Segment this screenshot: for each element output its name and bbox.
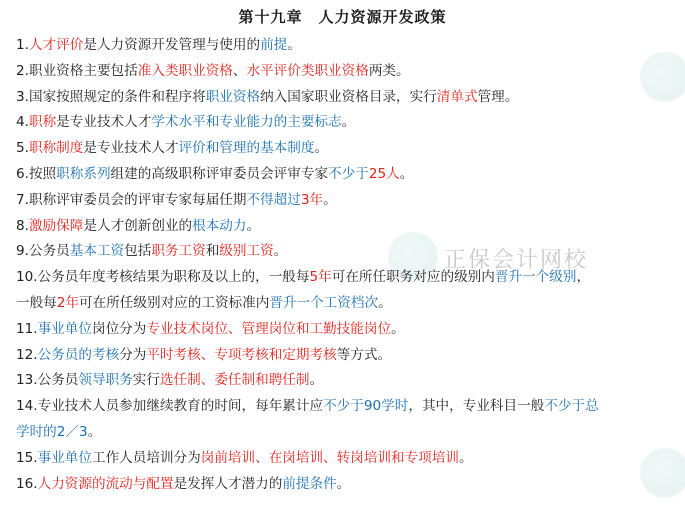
text-segment: 纳入国家职业资格目录，实行	[260, 88, 437, 105]
list-item	[16, 291, 685, 317]
highlight-red-text: 水平评价类职业资格	[246, 62, 369, 79]
text-segment: 。	[341, 114, 356, 131]
text-segment: 6.按照	[16, 165, 57, 182]
text-segment: 9.公务员	[16, 243, 70, 260]
highlight-blue-text: 根本动力	[192, 217, 247, 234]
highlight-red-text: 清单式	[436, 88, 478, 105]
page-title: 第十九章 人力资源开发政策	[238, 8, 447, 26]
text-segment: 14.专业技术人员参加继续教育的时间，每年累计应	[16, 398, 324, 415]
highlight-red-text: 职称制度	[28, 140, 84, 157]
highlight-blue-text: 职称系列	[56, 165, 111, 182]
highlight-blue-text: 公务员的考核	[37, 346, 120, 363]
text-segment: 。	[246, 217, 261, 234]
highlight-blue-text: 前提条件	[282, 475, 337, 492]
text-segment: 是专业技术人才	[56, 114, 152, 131]
list-item	[16, 394, 685, 420]
highlight-blue-text: 不得超过	[246, 191, 301, 208]
text-segment: 。	[323, 191, 337, 208]
list-item	[16, 446, 685, 472]
list-item	[16, 343, 685, 369]
list-item	[16, 33, 685, 59]
text-segment: 、	[232, 62, 247, 79]
text-segment: ，其中，专业科目一般	[408, 398, 545, 415]
text-segment: 。	[378, 294, 392, 311]
highlight-blue-text: 事业单位	[37, 320, 92, 337]
highlight-blue-text: 前提	[260, 37, 288, 53]
highlight-red-text: 岗前培训、在岗培训、转岗培训和专项培训	[200, 449, 460, 466]
text-segment: 13.公务员	[16, 372, 79, 389]
highlight-red-text: 人才评价	[28, 37, 84, 53]
text-segment: 分为	[119, 346, 147, 363]
text-segment: 。	[287, 37, 301, 53]
text-segment: 岗位分为	[92, 320, 147, 337]
text-segment: 。	[314, 140, 329, 157]
highlight-red-text: 专业技术岗位、管理岗位和工勤技能岗位	[146, 320, 392, 337]
list-item	[16, 317, 685, 343]
highlight-red-text: 职称	[28, 114, 57, 131]
text-segment: 可在所任职务对应的级别内	[331, 269, 495, 286]
list-item	[16, 265, 685, 291]
highlight-red-text: 级别工资	[219, 243, 274, 260]
highlight-blue-text: 基本工资	[69, 243, 125, 260]
text-segment: 2.职业资格主要包括	[16, 62, 138, 79]
text-segment: 8.	[16, 217, 29, 234]
text-segment: 。	[309, 372, 324, 389]
text-segment: 实行	[132, 372, 160, 389]
text-segment: 是发挥人才潜力的	[173, 475, 283, 492]
highlight-blue-text: 不少于90学时	[323, 398, 409, 415]
list-item	[16, 110, 685, 136]
highlight-red-text: 准入类职业资格	[137, 62, 233, 79]
text-segment: 16.	[16, 475, 38, 492]
watermark-text: 正保会计网校	[444, 248, 589, 273]
text-segment: 15.	[16, 449, 38, 466]
text-segment: 是专业技术人才	[83, 140, 179, 157]
highlight-blue-text: 学术水平和专业能力的主要标志	[151, 114, 342, 131]
highlight-blue-text: 晋升一个工资档次	[269, 294, 379, 311]
list-item	[16, 162, 685, 188]
highlight-blue-text: 职业资格	[205, 88, 261, 105]
list-item	[16, 85, 685, 111]
highlight-red-text: 3年	[300, 191, 324, 208]
highlight-blue-text: 评价和管理的基本制度	[178, 140, 315, 157]
highlight-red-text: 25人	[368, 165, 400, 182]
text-segment: 3.国家按照规定的条件和程序将	[16, 88, 206, 105]
highlight-red-text: 平时考核、专项考核和定期考核	[146, 346, 337, 363]
text-segment: ，	[576, 269, 591, 286]
text-segment: 1.	[16, 37, 29, 53]
text-segment: 组建的高级职称评审委员会评审专家	[110, 165, 329, 182]
highlight-blue-text: 不少于总	[544, 398, 599, 415]
text-segment: 工作人员培训分为	[92, 449, 201, 466]
text-segment: 4.	[16, 114, 29, 131]
text-segment: 。	[273, 243, 288, 260]
text-segment: 12.	[16, 346, 38, 363]
policy-list	[16, 33, 685, 497]
text-segment: 两类。	[368, 62, 410, 79]
highlight-blue-text: 不少于	[328, 165, 369, 182]
text-segment: 和	[205, 243, 220, 260]
list-item	[16, 136, 685, 162]
list-item	[16, 214, 685, 240]
list-item	[16, 420, 685, 446]
highlight-red-text: 人力资源的流动与配置	[37, 475, 174, 492]
text-segment: 。	[391, 320, 405, 337]
list-item	[16, 472, 685, 498]
highlight-blue-text: 学时的2／3	[16, 423, 88, 440]
list-item	[16, 188, 685, 214]
text-segment: 。	[459, 449, 473, 466]
text-segment: 管理。	[477, 88, 519, 105]
highlight-red-text: 激励保障	[28, 217, 84, 234]
highlight-blue-text: 领导职务	[78, 372, 133, 389]
highlight-red-text: 5年	[309, 269, 332, 286]
list-item	[16, 368, 685, 394]
text-segment: 可在所任级别对应的工资标准内	[79, 294, 270, 311]
text-segment: 7.职称评审委员会的评审专家每届任期	[16, 191, 247, 208]
highlight-blue-text: 事业单位	[37, 449, 92, 466]
text-segment: 5.	[16, 140, 29, 157]
text-segment: 10.公务员年度考核结果为职称及以上的，一般每	[16, 269, 310, 286]
text-segment: 等方式。	[336, 346, 392, 363]
text-segment: 是人才创新创业的	[83, 217, 193, 234]
highlight-blue-text: 晋升一个级别	[494, 269, 577, 286]
text-segment: 11.	[16, 320, 38, 337]
text-segment: 是人力资源开发管理与使用的	[83, 37, 261, 53]
list-item	[16, 59, 685, 85]
text-segment: 包括	[124, 243, 152, 260]
list-item	[16, 239, 685, 265]
text-segment: 。	[87, 423, 102, 440]
text-segment: 。	[336, 475, 351, 492]
highlight-red-text: 2年	[56, 294, 80, 311]
text-segment: 。	[399, 165, 414, 182]
highlight-red-text: 选任制、委任制和聘任制	[159, 372, 310, 389]
highlight-red-text: 职务工资	[151, 243, 206, 260]
text-segment: 一般每	[16, 294, 57, 311]
